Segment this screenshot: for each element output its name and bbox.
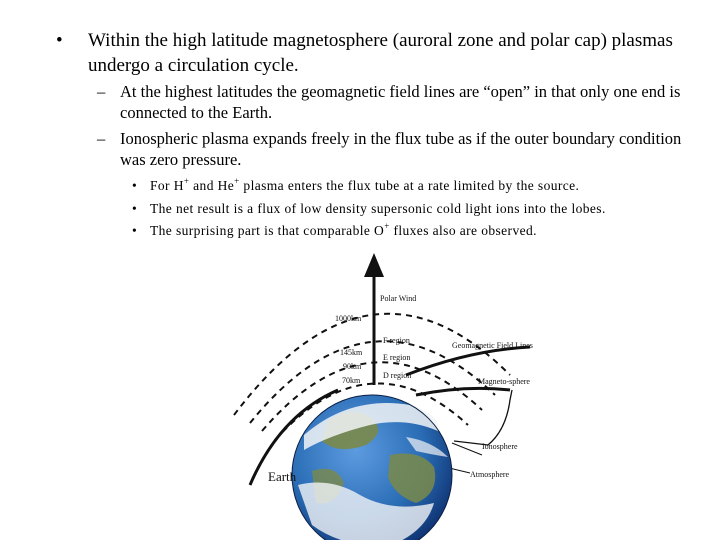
- bullet-marker: •: [132, 223, 138, 238]
- bullet-marker: •: [56, 30, 63, 51]
- detail-bullet-text: The net result is a flux of low density supersonic cold light ions into the lobes.: [150, 201, 606, 216]
- bullet-marker: •: [132, 178, 138, 193]
- detail-bullet-oxygen-fluxes: [132, 222, 712, 240]
- ionosphere-pointer: [452, 443, 482, 455]
- field-lines-label: Geomagnetic Field Lines: [452, 341, 533, 350]
- earth-globe: [292, 395, 452, 540]
- dash-marker: –: [97, 82, 106, 101]
- sub-bullet-text: At the highest latitudes the geomagnetic field lines are “open” in that only one end is connected to the Earth.: [120, 82, 681, 122]
- detail-bullet-light-ions-source: [132, 177, 712, 195]
- ionosphere-label: Ionosphere: [482, 442, 518, 451]
- altitude-1000km-label: 1000km: [335, 314, 362, 323]
- main-bullet-text: Within the high latitude magnetosphere (auroral zone and polar cap) plasmas undergo a circulation cycle.: [88, 30, 673, 76]
- magnetosphere-boundary: [454, 390, 512, 445]
- magnetosphere-label: Magneto-sphere: [478, 377, 530, 386]
- main-bullet: [56, 28, 696, 78]
- sub-bullet-open-field-lines: [97, 81, 687, 123]
- detail-bullet-net-result: [132, 200, 712, 218]
- dash-marker: –: [97, 129, 106, 148]
- detail-bullet-text: The surprising part is that comparable O+ fluxes also are observed.: [150, 221, 537, 238]
- field-line-right-upper: [406, 347, 530, 375]
- sub-bullet-text: Ionospheric plasma expands freely in the flux tube as if the outer boundary condition was zero pressure.: [120, 129, 682, 169]
- polar-wind-diagram: [220, 245, 570, 540]
- altitude-90km-label: 90km: [343, 362, 362, 371]
- d-region-label: D region: [383, 371, 412, 380]
- detail-bullet-text: For H+ and He+ plasma enters the flux tube at a rate limited by the source.: [150, 176, 580, 193]
- e-region-label: E region: [383, 353, 411, 362]
- bullet-marker: •: [132, 201, 138, 216]
- polar-wind-label: Polar Wind: [380, 294, 417, 303]
- earth-label: Earth: [268, 469, 297, 484]
- altitude-145km-label: 145km: [340, 348, 363, 357]
- polar-wind-arrowhead: [364, 253, 384, 277]
- sub-bullet-plasma-expansion: [97, 128, 687, 170]
- f-region-label: F region: [383, 336, 410, 345]
- altitude-70km-label: 70km: [342, 376, 361, 385]
- atmosphere-label: Atmosphere: [470, 470, 510, 479]
